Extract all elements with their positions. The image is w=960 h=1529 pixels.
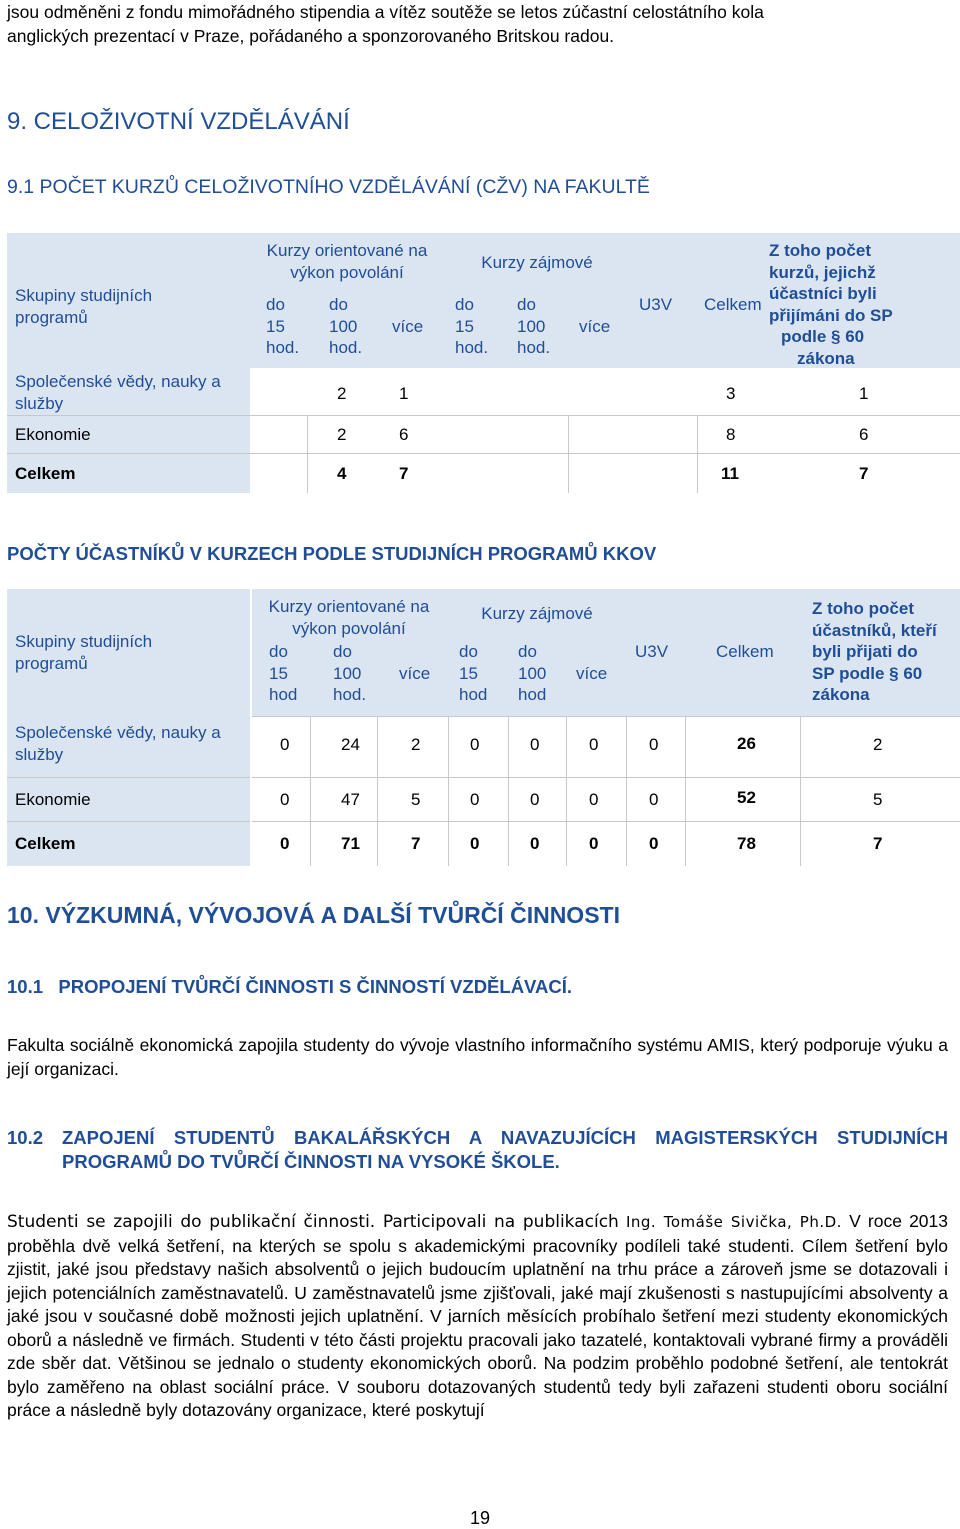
section-10-title: 10. VÝZKUMNÁ, VÝVOJOVÁ A DALŠÍ TVŮRČÍ ČINNOSTI [7,902,620,928]
t1-sub-int-do100: do 100 hod. [517,295,551,357]
t2-u3v-header: U3V [635,642,669,661]
t2-interest-header: Kurzy zájmové [481,604,593,623]
t2-sub-int-do100: do 100 hod [518,642,547,704]
t2-sub-do100: do 100 hod. [333,642,367,704]
intro-paragraph [7,1,948,48]
courses-table: Skupiny studijních programů Kurzy orientované na výkon povolání Kurzy zájmové do 15 hod. do 100 hod. více do 15 hod. do 100 hod. více U3V Celkem Z toho počet kurzů, jejichž účastníci byli přijímáni do SP podle § 60 zákona Společenské vědy, nauky a služby 2 1 3 1 Ekonomie 2 6 8 6 Celkem 4 7 11 7 [7,233,960,493]
participants-table: Skupiny studijních programů Kurzy orientované na výkon povolání Kurzy zájmové do 15 hod do 100 hod. více do 15 hod do 100 hod více U3V Celkem Z toho počet účastníků, kteří byli přijati do SP podle § 60 zákona Společenské vědy, nauky a služby 0 24 2 0 0 0 0 26 2 Ekonomie 0 47 5 0 0 0 0 52 5 Celkem 0 71 7 0 0 0 0 78 7 [7,589,960,866]
section-10-2-text: ZAPOJENÍ STUDENTŮ BAKALÁŘSKÝCH A NAVAZUJÍCÍCH MAGISTERSKÝCH STUDIJNÍCH PROGRAMŮ DO TVŮRČÍ ČINNOSTI NA VYSOKÉ ŠKOLE. [62,1127,948,1172]
t1-sub-do15: do 15 hod. [266,295,300,357]
t1-sub-do100: do 100 hod. [329,295,363,357]
participants-title: POČTY ÚČASTNÍKŮ V KURZECH PODLE STUDIJNÍCH PROGRAMŮ KKOV [7,543,657,564]
t1-group-header: Skupiny studijních programů [15,286,153,327]
section-10-1-title: 10.1 PROPOJENÍ TVŮRČÍ ČINNOSTI S ČINNOSTÍ VZDĚLÁVACÍ. [7,976,573,997]
t2-ztoho-header: Z toho počet účastníků, kteří byli přijati do SP podle § 60 zákona [812,599,937,704]
t1-celkem-header: Celkem [704,295,762,314]
section-9-title: 9. CELOŽIVOTNÍ VZDĚLÁVÁNÍ [7,108,350,135]
t1-sub-int-vice: více [579,317,611,336]
intro-line-1: jsou odměněni z fondu mimořádného stipendia a vítěz soutěže se letos zúčastní celostátního kola [7,2,764,22]
para2-rest: V roce 2013 proběhla dvě velká šetření, na kterých se spolu s akademickými pracovníky podíleli také studenti. Cílem šetření bylo zjistit, jaké jsou představy našich absolventů o jejich budoucím uplatnění na trhu práce a zároveň jsme se dotazovali i jejich potenciálních zaměstnavatelů. U zaměstnavatelů jsme zjišťovali, jaké mají zkušenosti s nastupujícími absolventy a jaké jsou v současné době možnosti jejich uplatnění. V jarních měsících probíhalo šetření mezi studenty ekonomických oborů a následně ve firmách. Studenti v této části projektu pracovali jako tazatelé, kontaktovali vybrané firmy a prováděli zde sběr dat. Většinou se jednalo o studenty ekonomických oborů. Na podzim proběhlo podobné šetření, ale tentokrát bylo zaměřeno na oblast sociální práce. V souboru dotazovaných studentů tedy byli zařazeni studenti oboru sociální práce a následně byly dotazovány organizace, které poskytují [7,1211,948,1420]
t2-group-header: Skupiny studijních programů [15,632,153,673]
t1-orient-header: Kurzy orientované na výkon povolání [266,241,428,282]
section-10-2-number: 10.2 [7,1127,44,1148]
para2-name: Ing. Tomáše Sivička, Ph.D. [625,1213,842,1231]
para2-lead: Studenti se zapojili do publikační činnosti. Participovali na publikacích [7,1212,619,1232]
t2-sub-int-vice: více [576,664,608,683]
page-number: 19 [469,1508,491,1528]
t2-sub-do15: do 15 hod [269,642,298,704]
t2-sub-vice: více [399,664,431,683]
t1-ztoho-header: Z toho počet kurzů, jejichž účastníci byli přijímáni do SP podle § 60 zákona [769,241,893,368]
section-10-2-title [7,1126,948,1174]
t2-orient-header: Kurzy orientované na výkon povolání [268,597,430,638]
section-9-1-title: 9.1 POČET KURZŮ CELOŽIVOTNÍHO VZDĚLÁVÁNÍ (CŽV) NA FAKULTĚ [7,176,650,198]
t1-u3v-header: U3V [639,295,673,314]
intro-line-2: anglických prezentací v Praze, pořádaného a sponzorovaného Britskou radou. [7,25,615,46]
t1-sub-vice: více [392,317,424,336]
section-10-1-paragraph: Fakulta sociálně ekonomická zapojila studenty do vývoje vlastního informačního systému AMIS, který podporuje výuku a její organizaci. [7,1035,948,1079]
t1-sub-int-do15: do 15 hod. [455,295,489,357]
section-10-2-paragraph [7,1210,948,1423]
t2-sub-int-do15: do 15 hod [459,642,488,704]
t1-interest-header: Kurzy zájmové [481,253,593,272]
t2-celkem-header: Celkem [716,642,774,661]
